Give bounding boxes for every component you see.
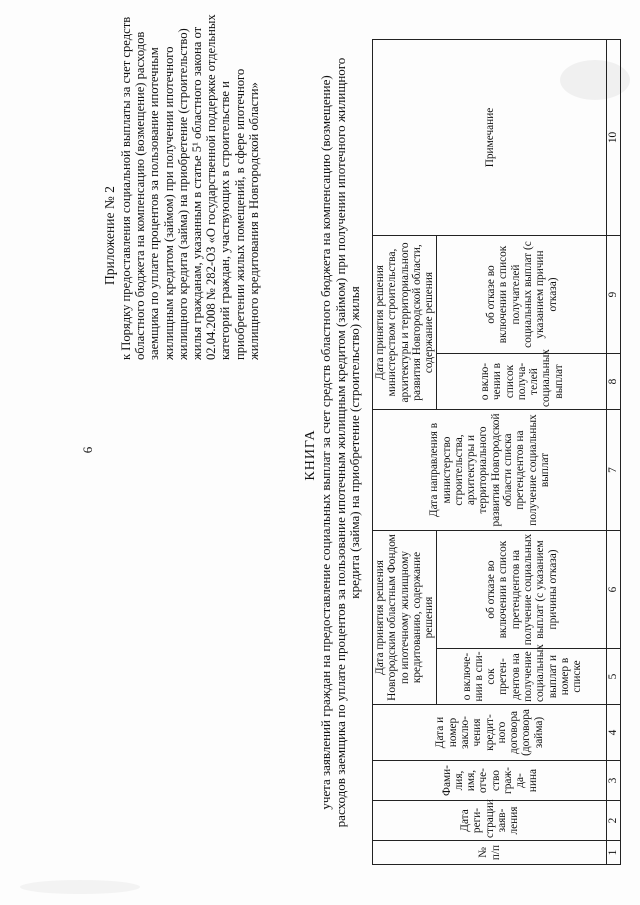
column-number: 7 <box>607 410 621 531</box>
column-number: 1 <box>607 841 621 865</box>
header-credit-contract: Дата и номер заклю-чения кредит-ного договора (договора займа) <box>373 705 607 761</box>
header-full-name: Фами-лия, имя, отче-ство граж-да-нина <box>373 761 607 801</box>
page-number: 6 <box>80 446 95 454</box>
header-registration-date: Дата реги-страции заяв-ления <box>373 801 607 841</box>
column-number: 6 <box>607 531 621 649</box>
book-title: КНИГА <box>303 429 318 481</box>
header-number: № п/п <box>373 841 607 865</box>
header-sending-date: Дата направления в министерство строительства, архитектуры и территориального развития Новгородской области списка претендентов на получение социальных выплат <box>373 410 607 531</box>
header-fund-include: о включе-нии в спи-сок претен-дентов на получение социальных выплат и номер в списке <box>437 649 607 705</box>
header-fund-refuse: об отказе во включении в список претендентов на получение социальных выплат (с указанием причины отказа) <box>437 531 607 649</box>
header-ministry-include: о вклю-чении в список получа-телей социальных выплат <box>437 354 607 410</box>
header-ministry-refuse: об отказе во включении в список получателей социальных выплат (с указанием причин отказа) <box>437 235 607 353</box>
column-number: 8 <box>607 354 621 410</box>
column-number: 5 <box>607 649 621 705</box>
column-number: 9 <box>607 235 621 353</box>
column-number: 4 <box>607 705 621 761</box>
registry-table <box>372 39 621 865</box>
appendix-text: к Порядку предоставления социальной выплаты за счет средств областного бюджета на компенсацию (возмещение) расходов заемщика по уплате процентов за пользование ипотечным жилищным кредитом (займом) при получении ипотечного жилищного кредита (займа) на приобретение (строительство) жилья гражданам, указанным в статье 5¹ областного закона от 02.04.2008 № 282-ОЗ «О государственной поддержке отдельных категорий граждан, участвующих в строительстве и приобретении жилых помещений, в сфере ипотечного жилищного кредитования в Новгородской области» <box>119 14 261 360</box>
appendix-title: Приложение № 2 <box>102 186 117 285</box>
header-ministry-decision: Дата принятия решения министерством строительства, архитектуры и территориального развития Новгородской области, содержание решения <box>373 235 437 409</box>
book-subtitle: учета заявлений граждан на предоставление социальных выплат за счет средств областного бюджета на компенсацию (возмещение) расходов заемщика по уплате процентов за пользование ипотечным жилищным кредитом (займом) при получении ипотечного жилищного кредита (займа) на приобретение (строительство) жилья <box>318 57 363 828</box>
header-note: Примечание <box>373 39 607 235</box>
header-fund-decision: Дата принятия решения Новгородским областным Фондом по ипотечному жилищному кредитованию, содержание решения <box>373 531 437 705</box>
column-number: 3 <box>607 761 621 801</box>
column-number: 10 <box>607 39 621 235</box>
column-number: 2 <box>607 801 621 841</box>
